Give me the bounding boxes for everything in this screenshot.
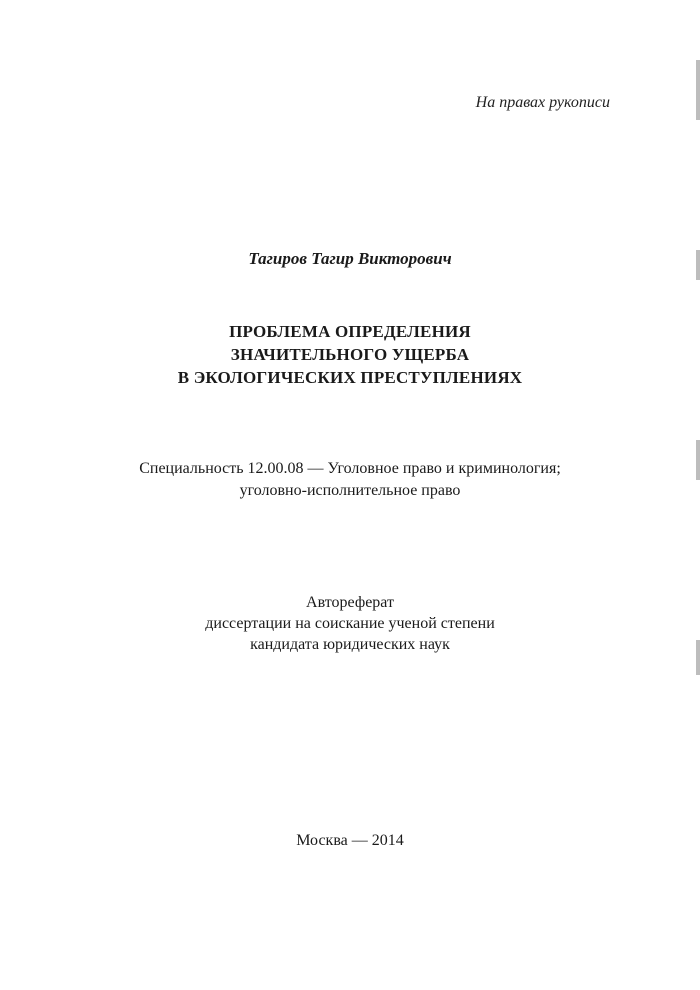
specialty-block	[0, 458, 700, 502]
manuscript-rights-note: На правах рукописи	[475, 94, 610, 111]
abstract-description	[0, 592, 700, 655]
scan-edge-mark	[696, 60, 700, 120]
title-line: В ЭКОЛОГИЧЕСКИХ ПРЕСТУПЛЕНИЯХ	[177, 368, 523, 387]
title-line: ЗНАЧИТЕЛЬНОГО УЩЕРБА	[230, 345, 470, 364]
specialty-line: Специальность 12.00.08 — Уголовное право и криминология;	[139, 460, 561, 477]
specialty-line: уголовно-исполнительное право	[239, 482, 461, 499]
abstract-line: кандидата юридических наук	[250, 636, 450, 653]
dissertation-title	[0, 320, 700, 389]
abstract-line: Автореферат	[306, 594, 394, 611]
author-name: Тагиров Тагир Викторович	[248, 249, 452, 268]
abstract-line: диссертации на соискание ученой степени	[205, 615, 495, 632]
title-line: ПРОБЛЕМА ОПРЕДЕЛЕНИЯ	[229, 322, 471, 341]
place-and-year: Москва — 2014	[296, 832, 404, 849]
